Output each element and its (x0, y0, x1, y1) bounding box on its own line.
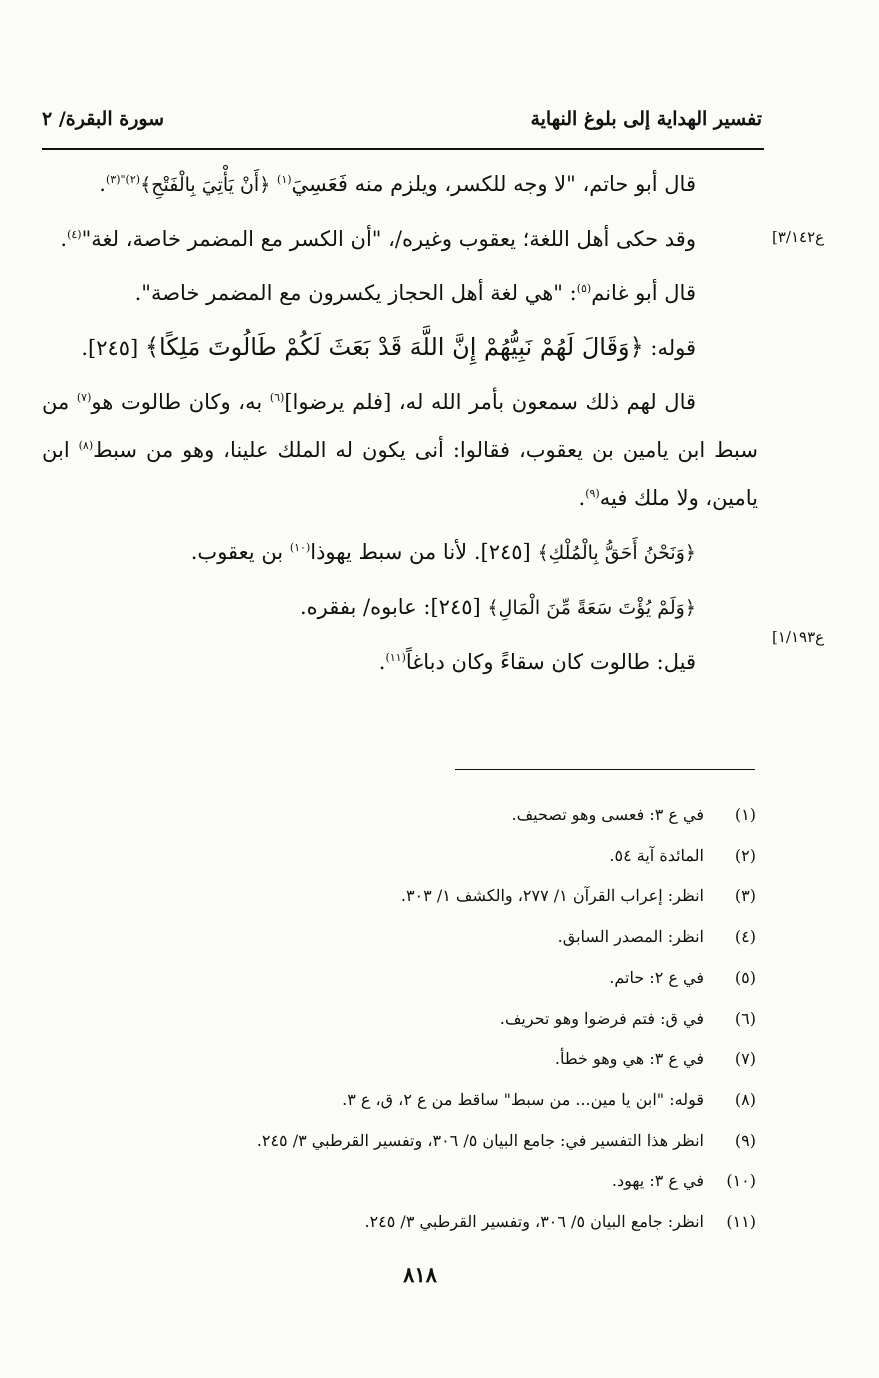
text: : "هي لغة أهل الحجاز يكسرون مع المضمر خاصة". (134, 281, 577, 305)
text: . (60, 227, 68, 251)
footnote-text: في ع ٣: فعسى وهو تصحيف. (511, 805, 704, 824)
footnote-number: (١١) (726, 1212, 756, 1232)
footnote-text: في ق: فتم فرضوا وهو تحريف. (499, 1008, 704, 1028)
footnote (80, 1039, 756, 1080)
footnote-number: (٤) (734, 927, 756, 947)
footnote-marker[interactable]: (٤) (67, 228, 82, 241)
footnote (80, 1161, 756, 1202)
paragraph-5 (42, 378, 758, 522)
text: . (578, 486, 586, 510)
footnote-marker[interactable]: (٦) (269, 391, 285, 404)
header-rule (42, 148, 764, 150)
footnote (80, 876, 756, 917)
footnote-text: انظر: جامع البيان ٥/ ٣٠٦، وتفسير القرطبي ٣/ ٢٤٥. (364, 1212, 704, 1232)
paragraph-3 (42, 269, 758, 317)
footnote-number: (١٠) (726, 1171, 756, 1191)
quran-quote: ﴿وَلَمْ يُؤْتَ سَعَةً مِّنَ الْمَالِ﴾ (487, 597, 696, 619)
footnote-marker[interactable]: (٨) (78, 439, 94, 452)
footnote-marker[interactable]: (١٠) (289, 541, 311, 554)
footnote-text: انظر: المصدر السابق. (557, 927, 704, 947)
footnote (80, 1080, 756, 1121)
footnote-number: (٧) (734, 1049, 756, 1069)
text: . (378, 650, 386, 674)
footnote-text: في ع ٢: حاتم. (609, 967, 704, 987)
page-number: ٨١٨ (403, 1262, 437, 1287)
text: قيل: طالوت كان سقاءً وكان دباغاً (405, 650, 696, 674)
footnote-text: قوله: "ابن يا مين... من سبط" ساقط من ع ٢، ق، ع ٣. (342, 1089, 704, 1109)
text: ابن يامين، ولا ملك فيه (42, 438, 758, 510)
text: [٢٤٥]: عابوه/ بفقره. (299, 595, 481, 619)
footnote-text: انظر: إعراب القرآن ١/ ٢٧٧، والكشف ١/ ٣٠٣. (400, 886, 704, 906)
footnote (80, 1121, 756, 1162)
footnote-rule (455, 769, 755, 770)
footnote-text: انظر هذا التفسير في: جامع البيان ٥/ ٣٠٦، وتفسير القرطبي ٣/ ٢٤٥. (256, 1130, 704, 1150)
book-title: تفسير الهداية إلى بلوغ النهاية (530, 108, 762, 130)
footnotes (80, 795, 756, 1243)
paragraph-2 (42, 215, 758, 263)
text: بن يعقوب. (190, 540, 290, 564)
surah-name: سورة البقرة/ ٢ (42, 108, 165, 130)
footnote (80, 958, 756, 999)
footnote-marker[interactable]: (٢)"(٣) (105, 173, 141, 186)
text: قال لهم ذلك سمعون بأمر الله له، [فلم يرضوا] (284, 390, 697, 414)
text: [٢٤٥]. لأنا من سبط يهوذا (310, 540, 531, 564)
footnote (80, 795, 756, 836)
footnote-number: (٨) (734, 1089, 756, 1109)
text: به، وكان طالوت هو (91, 390, 270, 414)
footnote-marker[interactable]: (١) (277, 173, 292, 186)
paragraph-4 (42, 323, 758, 372)
footnote-text: المائدة آية ٥٤. (609, 845, 704, 865)
quran-quote: ﴿وَنَحْنُ أَحَقُّ بِالْمُلْكِ﴾ (537, 542, 696, 564)
footnote-marker[interactable]: (٥) (576, 282, 592, 295)
footnote (80, 917, 756, 958)
paragraph-1 (42, 160, 758, 209)
main-text (42, 160, 758, 692)
footnote-number: (٦) (734, 1008, 756, 1028)
paragraph-6 (42, 528, 758, 577)
footnote-number: (٥) (734, 967, 756, 987)
text: وقد حكى أهل اللغة؛ يعقوب وغيره/، "أن الكسر مع المضمر خاصة، لغة" (81, 227, 696, 251)
footnote-marker[interactable]: (١١) (385, 651, 406, 664)
quran-quote: ﴿وَقَالَ لَهُمْ نَبِيُّهُمْ إِنَّ اللَّهَ قَدْ بَعَثَ لَكُمْ طَالُوتَ مَلِكًا﴾ (144, 333, 644, 361)
paragraph-8 (42, 638, 758, 686)
footnote-number: (٢) (734, 845, 756, 865)
text: قال أبو حاتم، "لا وجه للكسر، ويلزم منه فَعَسِيَ (291, 172, 696, 196)
footnote-text: في ع ٣: يهود. (611, 1171, 704, 1191)
footnote (80, 836, 756, 877)
text: قال أبو غانم (591, 281, 696, 305)
footnote (80, 1202, 756, 1243)
footnote-number: (٩) (734, 1130, 756, 1150)
quran-quote: ﴿أَنْ يَأْتِيَ بِالْفَتْحِ﴾ (140, 174, 271, 196)
text: من سبط ابن يامين بن يعقوب، فقالوا: أنى يكون له الملك علينا، وهو من سبط (42, 390, 758, 462)
running-header (42, 100, 762, 130)
footnote-marker[interactable]: (٩) (585, 487, 600, 500)
text: قوله: (650, 336, 696, 360)
margin-reference-1: [ع٣/١٤٢ (772, 228, 825, 246)
footnote-number: (١) (734, 805, 756, 824)
footnote-number: (٣) (734, 886, 756, 906)
paragraph-7 (42, 583, 758, 632)
footnote-marker[interactable]: (٧) (76, 391, 92, 404)
text: . (99, 172, 106, 196)
footnote (80, 999, 756, 1040)
margin-reference-2: [ع١/١٩٣ (772, 628, 825, 646)
verse-ref: [٢٤٥]. (81, 336, 139, 360)
footnote-text: في ع ٣: هي وهو خطأ. (554, 1049, 704, 1069)
